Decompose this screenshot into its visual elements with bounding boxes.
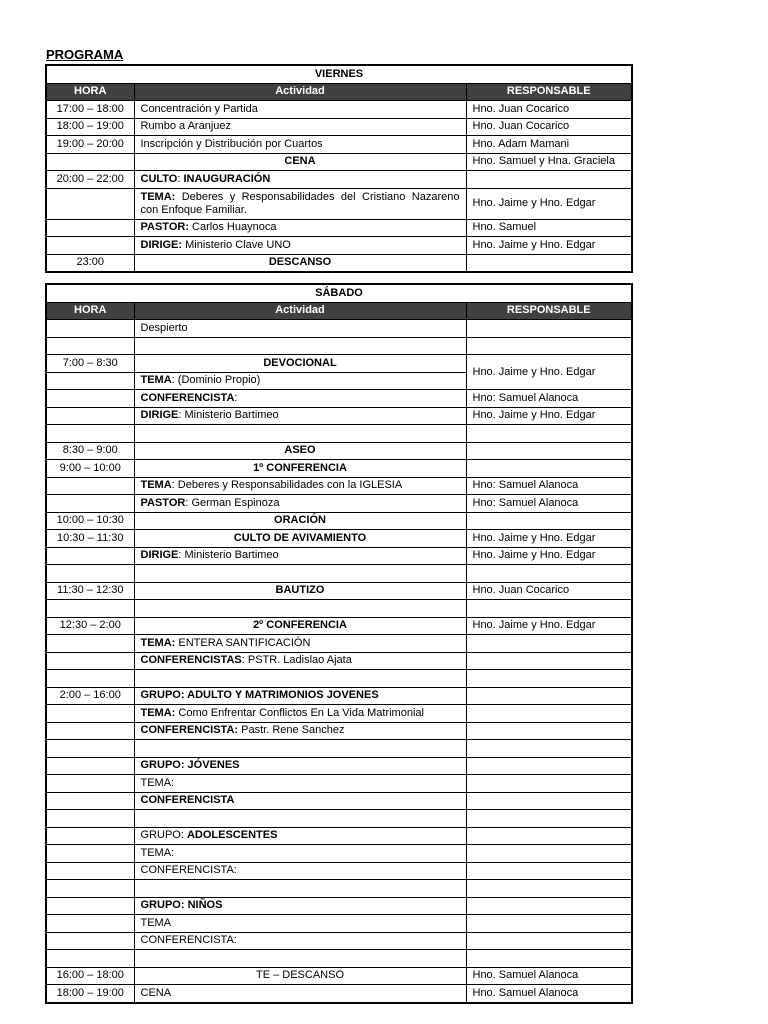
activity-cell: Rumbo a Aranjuez (134, 118, 466, 136)
label: DIRIGE: (140, 238, 183, 251)
time-cell (46, 705, 134, 723)
responsible-cell: Hno: Samuel Alanoca (466, 390, 632, 408)
viernes-table (45, 64, 633, 273)
table-row (46, 254, 632, 272)
time-cell (46, 932, 134, 950)
value: Como Enfrentar Conflictos En La Vida Matrimonial (175, 706, 424, 719)
time-cell (46, 635, 134, 653)
activity-cell: BAUTIZO (134, 582, 466, 600)
label: CONFERENCISTAS (140, 654, 242, 667)
responsible-cell (466, 722, 632, 740)
responsible-cell (466, 512, 632, 530)
table-row (46, 950, 632, 968)
table-row (46, 565, 632, 583)
responsible-cell (466, 320, 632, 338)
activity-cell (134, 722, 466, 740)
table-row (46, 810, 632, 828)
time-cell: 12:30 – 2:00 (46, 617, 134, 635)
time-cell (46, 845, 134, 863)
table-row (46, 670, 632, 688)
responsible-cell (466, 932, 632, 950)
label: CONFERENCISTA (140, 391, 235, 404)
responsible-cell: Hno. Samuel Alanoca (466, 967, 632, 985)
table-row (46, 477, 632, 495)
responsible-cell: Hno. Juan Cocarico (466, 118, 632, 136)
table-row (46, 171, 632, 189)
time-cell (46, 670, 134, 688)
table-row (46, 530, 632, 548)
table-row (46, 985, 632, 1003)
responsible-cell (466, 442, 632, 460)
responsible-cell (466, 687, 632, 705)
value: Carlos Huaynoca (189, 221, 277, 234)
responsible-cell: Hno. Jaime y Hno. Edgar (466, 237, 632, 255)
responsible-cell (466, 635, 632, 653)
col-header-actividad: Actividad (134, 302, 466, 320)
time-cell (46, 827, 134, 845)
value: : Ministerio Bartimeo (178, 409, 279, 422)
activity-cell (134, 188, 466, 219)
label: TEMA (140, 374, 172, 387)
table-row (46, 617, 632, 635)
table-row (46, 153, 632, 171)
responsible-cell: Hno. Jaime y Hno. Edgar (466, 617, 632, 635)
table-row (46, 757, 632, 775)
time-cell (46, 652, 134, 670)
activity-cell (134, 950, 466, 968)
time-cell (46, 495, 134, 513)
table-row (46, 390, 632, 408)
activity-cell: GRUPO: ADULTO Y MATRIMONIOS JOVENES (134, 687, 466, 705)
label: TEMA: (140, 706, 176, 719)
table-row (46, 722, 632, 740)
value: : NIÑOS (180, 899, 223, 912)
time-cell (46, 477, 134, 495)
activity-cell (134, 425, 466, 443)
activity-cell: Concentración y Partida (134, 101, 466, 119)
responsible-cell (466, 827, 632, 845)
responsible-cell (466, 897, 632, 915)
activity-cell: GRUPO: JÓVENES (134, 757, 466, 775)
table-row (46, 827, 632, 845)
responsible-cell (466, 810, 632, 828)
time-cell (46, 237, 134, 255)
responsible-cell (466, 670, 632, 688)
table-row (46, 495, 632, 513)
table-row (46, 355, 632, 373)
col-header-actividad: Actividad (134, 83, 466, 101)
activity-cell (134, 740, 466, 758)
activity-cell (134, 652, 466, 670)
time-cell: 18:00 – 19:00 (46, 118, 134, 136)
table-row (46, 407, 632, 425)
value: : German Espinoza (185, 496, 280, 509)
label: TEMA (140, 479, 172, 492)
responsible-cell: Hno. Jaime y Hno. Edgar (466, 407, 632, 425)
table-row (46, 101, 632, 119)
activity-cell: Despierto (134, 320, 466, 338)
activity-cell (134, 547, 466, 565)
time-cell (46, 722, 134, 740)
responsible-cell: Hno: Samuel Alanoca (466, 477, 632, 495)
label: TEMA: (140, 190, 176, 203)
table-row (46, 442, 632, 460)
table-row (46, 188, 632, 219)
time-cell (46, 219, 134, 237)
value: : Deberes y Responsabilidades con la IGLESIA (171, 479, 403, 492)
table-row (46, 932, 632, 950)
time-cell (46, 600, 134, 618)
activity-cell (134, 827, 466, 845)
value: : Ministerio Bartimeo (178, 549, 279, 562)
time-cell: 11:30 – 12:30 (46, 582, 134, 600)
activity-cell (134, 337, 466, 355)
col-header-responsable: RESPONSABLE (466, 83, 632, 101)
value: Pastr. Rene Sanchez (238, 724, 345, 737)
responsible-cell (466, 862, 632, 880)
activity-cell: 1º CONFERENCIA (134, 460, 466, 478)
time-cell: 23:00 (46, 254, 134, 272)
activity-cell: ASEO (134, 442, 466, 460)
col-header-hora: HORA (46, 302, 134, 320)
sabado-table (45, 283, 633, 1004)
time-cell: 8:30 – 9:00 (46, 442, 134, 460)
table-row (46, 652, 632, 670)
responsible-cell: Hno: Samuel Alanoca (466, 495, 632, 513)
responsible-cell (466, 600, 632, 618)
value: ADOLESCENTES (186, 829, 278, 842)
time-cell: 18:00 – 19:00 (46, 985, 134, 1003)
activity-cell: TEMA (134, 915, 466, 933)
responsible-cell (466, 705, 632, 723)
activity-cell (134, 495, 466, 513)
table-row (46, 425, 632, 443)
activity-cell: CULTO DE AVIVAMIENTO (134, 530, 466, 548)
value: : (Dominio Propio) (171, 374, 261, 387)
activity-cell (134, 705, 466, 723)
table-row (46, 460, 632, 478)
activity-cell: CENA (134, 153, 466, 171)
table-row (46, 118, 632, 136)
label: CULTO (140, 172, 178, 185)
time-cell (46, 337, 134, 355)
time-cell (46, 390, 134, 408)
label: DIRIGE (140, 409, 179, 422)
separator: : (177, 172, 184, 185)
time-cell (46, 880, 134, 898)
table-row (46, 337, 632, 355)
activity-cell: CONFERENCISTA (134, 792, 466, 810)
table-row (46, 237, 632, 255)
value: : (234, 391, 238, 404)
activity-cell: DEVOCIONAL (134, 355, 466, 373)
responsible-cell (466, 775, 632, 793)
responsible-cell (466, 880, 632, 898)
responsible-cell (466, 652, 632, 670)
activity-cell (134, 171, 466, 189)
time-cell (46, 188, 134, 219)
responsible-cell (466, 171, 632, 189)
table-row (46, 512, 632, 530)
table-row (46, 967, 632, 985)
responsible-cell (466, 757, 632, 775)
activity-cell (134, 219, 466, 237)
time-cell (46, 372, 134, 390)
activity-cell: 2º CONFERENCIA (134, 617, 466, 635)
responsible-cell: Hno. Samuel y Hna. Graciela (466, 153, 632, 171)
responsible-cell (466, 460, 632, 478)
activity-cell: Inscripción y Distribución por Cuartos (134, 136, 466, 154)
table-row (46, 915, 632, 933)
activity-cell (134, 670, 466, 688)
label: PASTOR (140, 496, 186, 509)
activity-cell: CONFERENCISTA: (134, 862, 466, 880)
time-cell (46, 915, 134, 933)
responsible-cell (466, 950, 632, 968)
table-row (46, 705, 632, 723)
table-row (46, 792, 632, 810)
table-row (46, 320, 632, 338)
label: TEMA: (140, 636, 176, 649)
activity-cell (134, 477, 466, 495)
responsible-cell: Hno. Adam Mamani (466, 136, 632, 154)
table-row (46, 219, 632, 237)
time-cell: 10:00 – 10:30 (46, 512, 134, 530)
table-row (46, 740, 632, 758)
time-cell (46, 565, 134, 583)
activity-cell: TEMA: (134, 845, 466, 863)
responsible-cell (466, 845, 632, 863)
value: ENTERA SANTIFICACIÓN (175, 636, 311, 649)
activity-cell (134, 600, 466, 618)
responsible-cell: Hno. Jaime y Hno. Edgar (466, 355, 632, 390)
col-header-responsable: RESPONSABLE (466, 302, 632, 320)
label: CONFERENCISTA: (140, 724, 239, 737)
value: INAUGURACIÓN (183, 172, 271, 185)
responsible-cell: Hno. Juan Cocarico (466, 582, 632, 600)
responsible-cell (466, 792, 632, 810)
time-cell (46, 792, 134, 810)
responsible-cell (466, 337, 632, 355)
col-header-hora: HORA (46, 83, 134, 101)
responsible-cell: Hno. Juan Cocarico (466, 101, 632, 119)
time-cell (46, 810, 134, 828)
time-cell (46, 547, 134, 565)
activity-cell: ORACIÓN (134, 512, 466, 530)
table-row (46, 880, 632, 898)
page-title: PROGRAMA (46, 47, 124, 62)
responsible-cell (466, 254, 632, 272)
activity-cell: TE – DESCANSO (134, 967, 466, 985)
table-row (46, 547, 632, 565)
value: Ministerio Clave UNO (182, 238, 291, 251)
table-row (46, 845, 632, 863)
time-cell: 2:00 – 16:00 (46, 687, 134, 705)
activity-cell: CONFERENCISTA: (134, 932, 466, 950)
responsible-cell (466, 425, 632, 443)
label: PASTOR: (140, 221, 189, 234)
time-cell (46, 775, 134, 793)
time-cell: 17:00 – 18:00 (46, 101, 134, 119)
day-header-viernes: VIERNES (46, 65, 632, 83)
time-cell: 16:00 – 18:00 (46, 967, 134, 985)
table-row (46, 775, 632, 793)
activity-cell (134, 880, 466, 898)
time-cell: 19:00 – 20:00 (46, 136, 134, 154)
label: GRUPO (140, 899, 181, 912)
time-cell: 20:00 – 22:00 (46, 171, 134, 189)
value: : PSTR. Ladislao Ajata (241, 654, 352, 667)
activity-cell (134, 407, 466, 425)
activity-cell: DESCANSO (134, 254, 466, 272)
table-row (46, 862, 632, 880)
label: DIRIGE (140, 549, 179, 562)
activity-cell: CENA (134, 985, 466, 1003)
time-cell (46, 757, 134, 775)
time-cell (46, 897, 134, 915)
activity-cell (134, 635, 466, 653)
responsible-cell: Hno. Samuel (466, 219, 632, 237)
time-cell: 7:00 – 8:30 (46, 355, 134, 373)
time-cell (46, 862, 134, 880)
table-row (46, 635, 632, 653)
activity-cell (134, 237, 466, 255)
time-cell (46, 950, 134, 968)
time-cell (46, 320, 134, 338)
table-row (46, 687, 632, 705)
label: GRUPO: (140, 829, 187, 842)
table-row (46, 582, 632, 600)
activity-cell (134, 565, 466, 583)
responsible-cell (466, 915, 632, 933)
activity-cell (134, 372, 466, 390)
time-cell (46, 425, 134, 443)
time-cell (46, 153, 134, 171)
table-row (46, 600, 632, 618)
activity-cell (134, 810, 466, 828)
table-row (46, 136, 632, 154)
time-cell (46, 740, 134, 758)
responsible-cell (466, 740, 632, 758)
responsible-cell: Hno. Jaime y Hno. Edgar (466, 530, 632, 548)
table-row (46, 897, 632, 915)
time-cell (46, 407, 134, 425)
responsible-cell: Hno. Jaime y Hno. Edgar (466, 547, 632, 565)
activity-cell (134, 897, 466, 915)
activity-cell: TEMA: (134, 775, 466, 793)
activity-cell (134, 390, 466, 408)
time-cell: 10:30 – 11:30 (46, 530, 134, 548)
value: Deberes y Responsabilidades del Cristiano Nazareno con Enfoque Familiar. (140, 190, 460, 216)
time-cell: 9:00 – 10:00 (46, 460, 134, 478)
responsible-cell: Hno. Jaime y Hno. Edgar (466, 188, 632, 219)
day-header-sabado: SÁBADO (46, 284, 632, 302)
responsible-cell: Hno. Samuel Alanoca (466, 985, 632, 1003)
responsible-cell (466, 565, 632, 583)
